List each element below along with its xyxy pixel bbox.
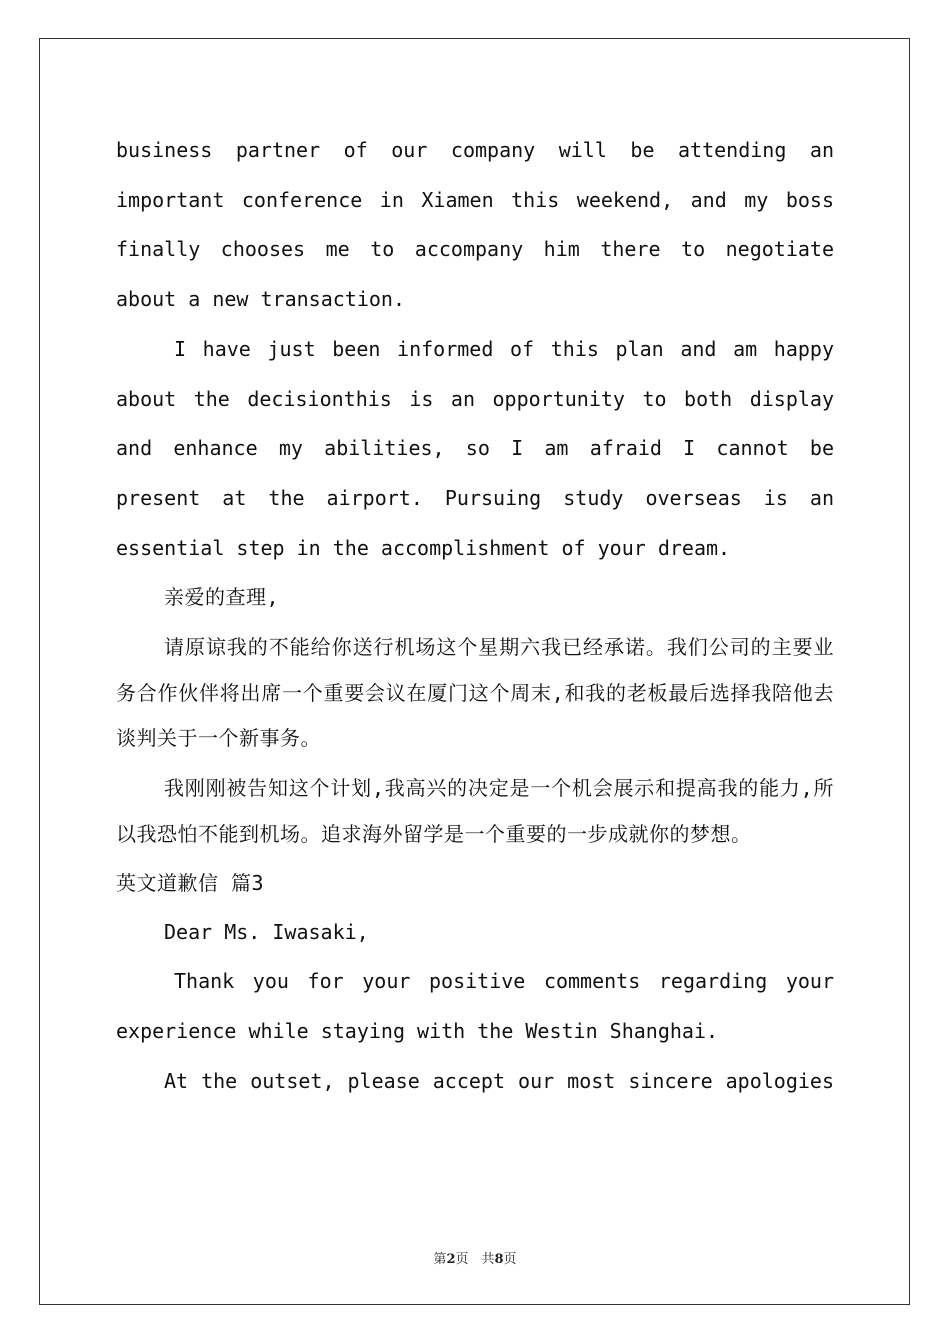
footer-suffix: 页	[503, 1252, 517, 1267]
footer-prefix: 第	[433, 1252, 447, 1267]
paragraph-informed-zh: 我刚刚被告知这个计划,我高兴的决定是一个机会展示和提高我的能力,所以我恐怕不能到机场。追求海外留学是一个重要的一步成就你的梦想。	[116, 776, 834, 846]
paragraph-informed-plan: I have just been informed of this plan and am happy about the decisionthis is an opportunity to both display and enhance my abilities, so I am afraid I cannot be present at the airport. Pursuing study overseas is an essential step in the accomplishment of your dream.	[116, 336, 834, 560]
footer-page-number: 2	[446, 1252, 456, 1267]
page-footer	[0, 1248, 950, 1267]
paragraph-greeting-zh: 亲爱的查理,	[164, 585, 280, 610]
document-body	[116, 126, 834, 1106]
paragraph-salutation: Dear Ms. Iwasaki,	[164, 919, 369, 944]
paragraph-business-partner: business partner of our company will be attending an important conference in Xiamen this weekend, and my boss finally chooses me to accompany him there to negotiate about a new transaction.	[116, 138, 834, 312]
section-heading: 英文道歉信 篇3	[116, 870, 265, 895]
footer-total-pages: 8	[494, 1252, 504, 1267]
paragraph-thank-you: Thank you for your positive comments regarding your experience while staying with the Westin Shanghai.	[116, 969, 834, 1043]
footer-mid: 页 共	[455, 1252, 495, 1267]
paragraph-apology-zh: 请原谅我的不能给你送行机场这个星期六我已经承诺。我们公司的主要业务合作伙伴将出席一个重要会议在厦门这个周末,和我的老板最后选择我陪他去谈判关于一个新事务。	[116, 635, 834, 751]
paragraph-apologies: At the outset, please accept our most sincere apologies	[164, 1068, 834, 1093]
